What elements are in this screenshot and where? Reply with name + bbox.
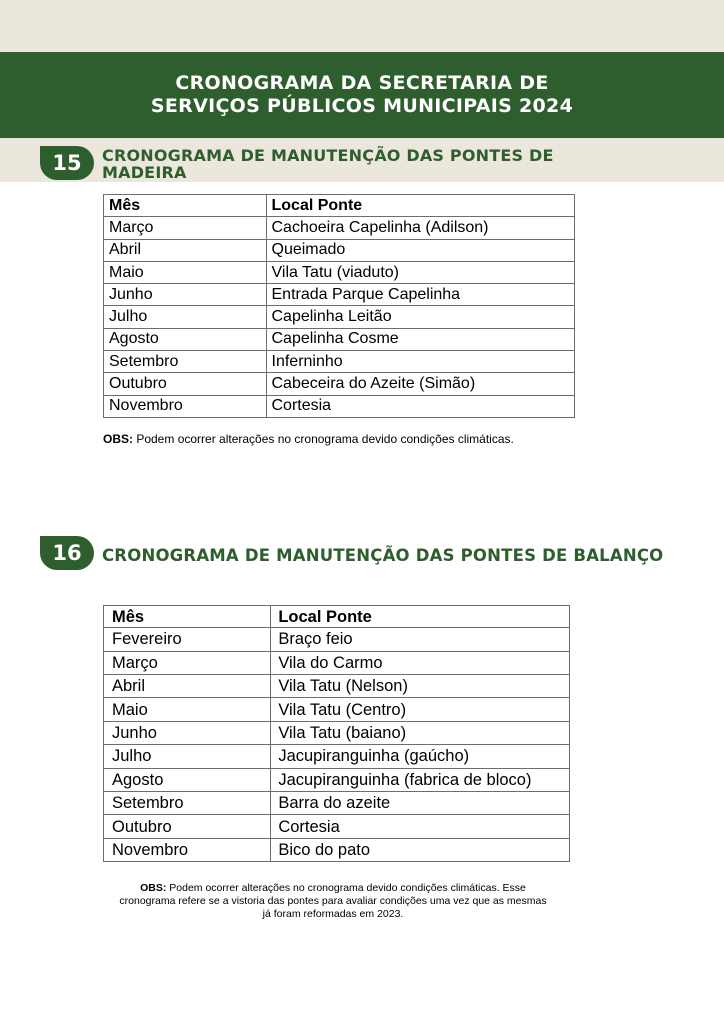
balanco-bridges-table [103, 605, 570, 862]
cell-month: Outubro [104, 815, 271, 838]
obs-text: Podem ocorrer alterações no cronograma devido condições climáticas. [133, 432, 514, 446]
table-row [104, 675, 570, 698]
section-number-badge-15: 15 [40, 146, 94, 180]
header-title-line-2: SERVIÇOS PÚBLICOS MUNICIPAIS 2024 [150, 95, 574, 117]
table-row [104, 351, 575, 373]
table-row [104, 284, 575, 306]
table-row [104, 745, 570, 768]
cell-place: Jacupiranguinha (fabrica de bloco) [271, 768, 570, 791]
cell-month: Agosto [104, 768, 271, 791]
cell-month: Julho [104, 745, 271, 768]
cell-month: Agosto [104, 328, 267, 350]
cell-place: Cabeceira do Azeite (Simão) [266, 373, 575, 395]
section-title-16: CRONOGRAMA DE MANUTENÇÃO DAS PONTES DE BALANÇO [102, 546, 664, 565]
cell-place: Vila Tatu (baiano) [271, 721, 570, 744]
obs-text-line-1: Podem ocorrer alterações no cronograma devido condições climáticas. Esse [166, 882, 526, 894]
table-header-row [104, 606, 570, 628]
header-title-line-1: CRONOGRAMA DA SECRETARIA DE [175, 72, 549, 94]
table-row [104, 698, 570, 721]
table-row [104, 768, 570, 791]
cell-place: Vila Tatu (viaduto) [266, 261, 575, 283]
cell-month: Julho [104, 306, 267, 328]
cell-month: Abril [104, 675, 271, 698]
cell-place: Cortesia [271, 815, 570, 838]
cell-place: Vila do Carmo [271, 651, 570, 674]
table-row [104, 628, 570, 651]
cell-month: Junho [104, 284, 267, 306]
cell-place: Capelinha Leitão [266, 306, 575, 328]
section-title-15-line-1: CRONOGRAMA DE MANUTENÇÃO DAS PONTES DE [102, 146, 554, 165]
cell-month: Março [104, 651, 271, 674]
table-row [104, 792, 570, 815]
obs-note-15 [103, 432, 514, 446]
cell-month: Novembro [104, 395, 267, 417]
cell-place: Inferninho [266, 351, 575, 373]
page-header [0, 52, 724, 138]
cell-month: Abril [104, 239, 267, 261]
table-row [104, 373, 575, 395]
table-row [104, 328, 575, 350]
obs-label: OBS: [103, 432, 133, 446]
cell-month: Setembro [104, 351, 267, 373]
cell-place: Capelinha Cosme [266, 328, 575, 350]
table-row [104, 838, 570, 861]
obs-note-16 [88, 882, 578, 921]
cell-place: Entrada Parque Capelinha [266, 284, 575, 306]
section-number-badge-16: 16 [40, 536, 94, 570]
column-header-month: Mês [104, 606, 271, 628]
madeira-bridges-table [103, 194, 575, 418]
obs-text-line-2: cronograma refere se a vistoria das pontes para avaliar condições uma vez que as mesmas [119, 895, 547, 907]
table-body [104, 217, 575, 418]
section-title-15-line-2: MADEIRA [102, 163, 187, 182]
cell-place: Barra do azeite [271, 792, 570, 815]
table-body [104, 628, 570, 862]
cell-place: Jacupiranguinha (gaúcho) [271, 745, 570, 768]
table-row [104, 239, 575, 261]
cell-place: Vila Tatu (Nelson) [271, 675, 570, 698]
obs-text-line-3: já foram reformadas em 2023. [262, 908, 404, 920]
table-header-row [104, 195, 575, 217]
cell-month: Maio [104, 698, 271, 721]
obs-label: OBS: [140, 882, 167, 894]
cell-place: Cortesia [266, 395, 575, 417]
table-row [104, 395, 575, 417]
column-header-place: Local Ponte [271, 606, 570, 628]
cell-month: Setembro [104, 792, 271, 815]
cell-month: Maio [104, 261, 267, 283]
cell-month: Outubro [104, 373, 267, 395]
cell-place: Braço feio [271, 628, 570, 651]
table-row [104, 815, 570, 838]
cell-place: Cachoeira Capelinha (Adilson) [266, 217, 575, 239]
cell-place: Bico do pato [271, 838, 570, 861]
cell-place: Vila Tatu (Centro) [271, 698, 570, 721]
section-title-15 [102, 147, 554, 181]
column-header-place: Local Ponte [266, 195, 575, 217]
table-row [104, 261, 575, 283]
cell-month: Novembro [104, 838, 271, 861]
table-row [104, 651, 570, 674]
cell-place: Queimado [266, 239, 575, 261]
cell-month: Junho [104, 721, 271, 744]
table-row [104, 306, 575, 328]
table-row [104, 217, 575, 239]
cell-month: Fevereiro [104, 628, 271, 651]
column-header-month: Mês [104, 195, 267, 217]
cell-month: Março [104, 217, 267, 239]
table-row [104, 721, 570, 744]
